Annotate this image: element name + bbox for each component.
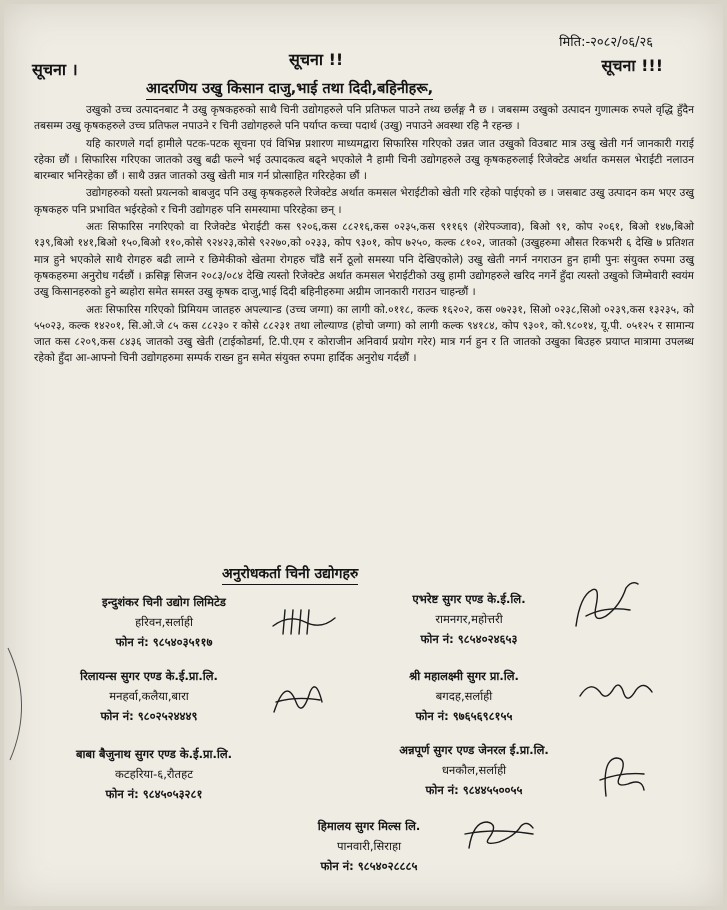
- company-block: [64, 592, 264, 652]
- signature-image: [266, 672, 328, 724]
- company-address: रामनगर,महोत्तरी: [435, 612, 503, 626]
- company-phone: फोन नं: ९८४४५५००५५: [425, 783, 523, 797]
- company-block: [274, 816, 464, 876]
- company-name: इन्दुशंकर चिनी उद्योग लिमिटेड: [102, 595, 226, 609]
- company-phone: फोन नं: ९७६५६९८१५५: [415, 709, 513, 723]
- company-phone: फोन नं: ९८५४०३५११७: [115, 635, 213, 649]
- company-name: हिमालय सुगर मिल्स लि.: [317, 819, 421, 833]
- company-phone: फोन नं: ९८०२५२४४४९: [100, 709, 198, 723]
- company-address: कटहरिया-६,रौतहट: [115, 767, 193, 781]
- paragraph: उखुको उच्च उत्पादनबाट नै उखु कृषकहरुको साथै चिनी उद्योगहरुले पनि प्रतिफल पाउने तथ्य छर्लङ्ग नै छ । जबसम्म उखुको उत्पादन गुणात्मक रुपले वृद्धि हुँदैन तबसम्म उखु कृषकहरुले उच्च प्रतिफल नपाउने र चिनी उद्योगहरुले पनि पर्याप्त कच्चा पदार्थ (उखु) नपाउने अवस्था रहि नै रहन्छ ।: [34, 104, 694, 133]
- notice-date: मिति:-२०८२/०६/२६: [559, 35, 653, 50]
- notice-paper: [4, 4, 723, 906]
- companies-heading: अनुरोधकर्ता चिनी उद्योगहरु: [222, 564, 358, 585]
- signature-image: [566, 576, 646, 638]
- company-name: एभरेष्ट सुगर एण्ड के.ई.लि.: [412, 592, 526, 606]
- company-phone: फोन नं: ९८५४०२४६५३: [420, 632, 518, 646]
- paragraph: उद्योगहरुको यस्तो प्रयत्नको बाबजुद पनि उखु कृषकहरुले रिजेक्टेड अर्थात कमसल भेराईटीको खेती गरि रहेको पाईएको छ । जसबाट उखु उत्पादन कम भएर उखु कृषकहरु पनि प्रभावित भईरहेको र चिनी उद्योगहरु पनि समस्यामा परिरहेका छन् ।: [34, 187, 695, 216]
- paragraph: अतः सिफारिस नगरिएको वा रिजेक्टेड भेराईटी कस ९२०६,कस ८८२१६,कस ०२३५,कस ९११६९ (शेरेपञ्जाव), बिओ ९१, कोप २०६१, बिओ १४७,बिओ १३९,बिओ १४१,बिओ १५०,बिओ ११०,कोसे ९२४२३,कोसे ९२२७०,को ०२३३, कोप ९३०१, कोप ७२५०, कल्क ८१०२, जातको (उखुहरुमा औसत रिकभरी ६ देखि ७ प्रतिशत मात्र हुने भएकोले साथै रोगहरु बढी लाग्ने र छिमेकीको खेतमा रोगहरु चाँडै सर्ने ठूलो समस्या पनि देखिएकोले) उखु खेती नगर्न नगराउन हुन हामी पुनः संयुक्त रुपमा उखु कृषकहरुमा अनुरोध गर्दछौं । क्रसिङ्ग सिजन २०८३/०८४ देखि त्यस्तो रिजेक्टेड अर्थात कमसल भेराईटीको उखु हामी उद्योगहरुले खरिद नगर्ने हुँदा त्यस्तो उखुको जिम्मेवारी स्वयंम उखु किसानहरुको हुने ब्यहोरा समेत समस्त उखु कृषक दाजु,भाई दिदी बहिनीहरुमा अग्रीम जानकारी गराउन चाहन्छौं ।: [34, 221, 694, 299]
- stamp-mark: [4, 644, 44, 764]
- paragraph: यहि कारणले गर्दा हामीले पटक-पटक सूचना एवं विभिन्न प्रशारण माध्यमद्वारा सिफारिस गरिएको उन्नत जात उखुको विउबाट मात्र उखु खेती गर्न जानकारी गराई रहेका छौं । सिफारिस गरिएका जातको उखु बढी फल्ने भई उत्पादकत्व बढ्ने भएकोले नै हामी चिनी उद्योगहरुले उखु कृषकहरुलाई रिजेक्टेड अर्थात कमसल भेराईटी नलाउन बारम्बार भनिरहेका छौं । साथै उन्नत जातको उखु खेती मात्र गर्न प्रोत्साहित गरिरहेका छौं ।: [34, 137, 694, 183]
- notice-heading-right: सूचना !!!: [601, 56, 663, 75]
- company-block: [44, 666, 254, 726]
- company-address: मनहर्वा,कलैया,बारा: [109, 689, 189, 703]
- company-name: रिलायन्स सुगर एण्ड के.ई.प्रा.लि.: [80, 669, 218, 683]
- company-address: धनकौल,सर्लाही: [441, 763, 507, 777]
- company-block: [364, 666, 564, 726]
- company-block: [364, 740, 584, 800]
- signature-image: [269, 604, 339, 640]
- paragraph: अतः सिफारिस गरिएको प्रिमियम जातहरु अपल्यान्ड (उच्च जग्गा) का लागी को.०११८, कल्क १६२०२, कस ०७२३१, सिओ ०२३८,सिओ ०२३९,कस १३२३५, को ५५०२३, कल्क १४२०१, सि.ओ.जे ८५ कस ८८२३० र कोसे ८८२३१ तथा लोल्याण्ड (होचो जग्गा) को लागी कल्क ९४१८४, कोप ९३०१, को.९८०१४, यू.पी. ०५१२५ र सामान्य जात कस ८२०९,कस ८४३६ जातको उखु खेती (टाईकोडर्मा, टि.पी.एम र कोराजीन अनिवार्य प्रयोग गरेर) मात्र गर्न हुन र ति जातको उखुका बिउहरु प्रयाप्त मात्रामा उपलब्ध रहेको हुँदा आ-आफ्नो चिनी उद्योगहरुमा सम्पर्क राख्न हुन समेत संयुक्त रुपमा हार्दिक अनुरोध गर्दछौं ।: [34, 303, 694, 365]
- company-name: अन्नपूर्ण सुगर एण्ड जेनरल ई.प्रा.लि.: [399, 743, 549, 757]
- company-block: [44, 744, 264, 804]
- company-phone: फोन नं: ९८४५०५३२८१: [105, 787, 203, 801]
- signature-image: [574, 672, 658, 712]
- company-address: बगदह,सर्लाही: [435, 689, 493, 703]
- company-address: हरिवन,सर्लाही: [135, 615, 193, 629]
- company-name: श्री महालक्ष्मी सुगर प्रा.लि.: [409, 669, 519, 683]
- company-address: पानवारी,सिराहा: [336, 839, 402, 853]
- company-phone: फोन नं: ९८५४०२८८८५: [320, 859, 418, 873]
- company-block: [374, 589, 564, 649]
- notice-heading-left: सूचना ।: [32, 60, 78, 79]
- company-name: बाबा बैजुनाथ सुगर एण्ड के.ई.प्रा.लि.: [75, 747, 233, 761]
- notice-body: [34, 102, 694, 368]
- signature-image: [459, 812, 539, 858]
- signature-image: [592, 750, 652, 806]
- salutation: आदरणिय उखु किसान दाजु,भाई तथा दिदी,बहिनीहरू,: [146, 78, 433, 98]
- notice-heading-center: सूचना !!: [289, 50, 344, 69]
